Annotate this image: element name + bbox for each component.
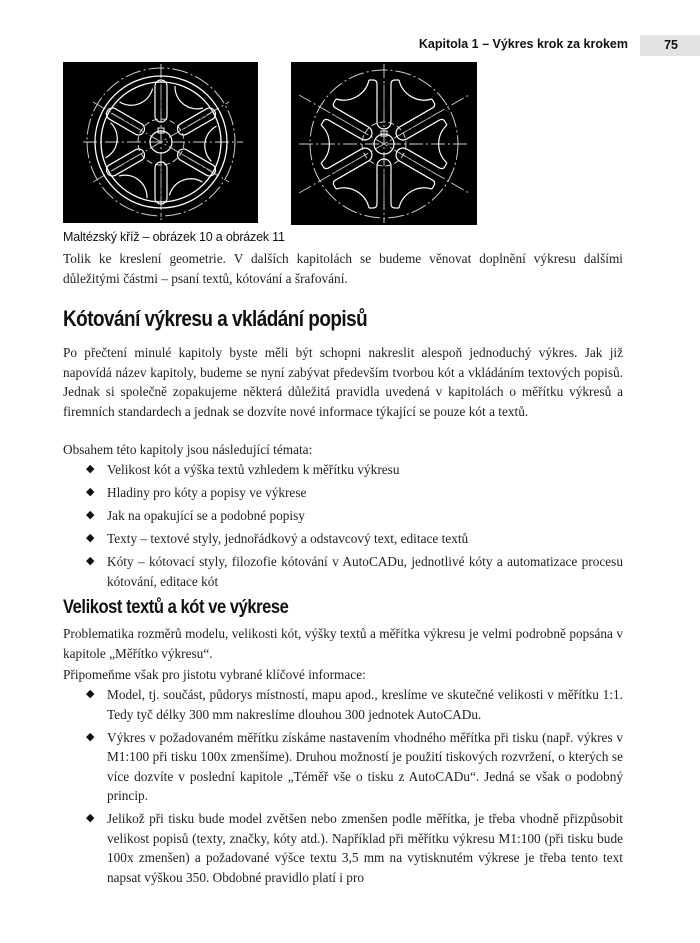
section1-paragraph: Po přečtení minulé kapitoly byste měli být schopni nakreslit alespoň jednoduchý výkres. Jak již napovídá název kapitoly, budeme se nyní zabývat především tvorbou kót a vkládáním textových popisů. Jednak si společně zopakujeme některá důležitá pravidla uvedená v kapitolách o měřítku výkresů a firemních standardech a jednak se dozvíte nové informace týkající se pouze kót a textů. — [63, 345, 623, 419]
diamond-bullet-icon: ◆ — [86, 555, 95, 567]
list-item: ◆ Kóty – kótovací styly, filozofie kótování v AutoCADu, jednotlivé kóty a automatizace procesu kótování, editace kót — [86, 554, 623, 589]
section-heading-kotovani: Kótování výkresu a vkládání popisů — [63, 306, 368, 331]
figure-maltese-cross-11 — [291, 62, 477, 225]
list-item: ◆ Texty – textové styly, jednořádkový a odstavcový text, editace textů — [86, 529, 623, 549]
section-heading-velikost: Velikost textů a kót ve výkrese — [63, 597, 289, 618]
list-item: ◆ Jelikož při tisku bude model zvětšen nebo zmenšen podle měřítka, je třeba vhodně přizpůsobit velikost popisů (texty, značky, kóty atd.). Například při měřítku výkresu M1:100 (při tisku bude 100x zmenšen) a požadované výšce textu 3,5 mm na vytisknutém výkrese je třeba tento text napsat výškou 350. Obdobné pravidlo platí i pro — [86, 811, 623, 885]
diamond-bullet-icon: ◆ — [86, 730, 95, 743]
diamond-bullet-icon: ◆ — [86, 812, 95, 824]
section1-list-intro: Obsahem této kapitoly jsou následující témata: — [63, 442, 313, 457]
section2-key-info-list — [86, 685, 623, 891]
section2-paragraph: Problematika rozměrů modelu, velikosti kót, výšky textů a měřítka výkresu je velmi podrobně popsána v kapitole „Měřítko výkresu“. — [63, 626, 623, 661]
intro-paragraph: Tolik ke kreslení geometrie. V dalších kapitolách se budeme věnovat doplnění výkresu dalšími důležitými částmi – psaní textů, kótování a šrafování. — [63, 251, 623, 286]
maltese-cross-drawing-icon — [291, 62, 477, 225]
page-number-box — [640, 35, 700, 56]
diamond-bullet-icon: ◆ — [86, 486, 95, 498]
diamond-bullet-icon: ◆ — [86, 463, 95, 475]
list-item: ◆ Velikost kót a výška textů vzhledem k měřítku výkresu — [86, 460, 623, 480]
figure-caption: Maltézský kříž – obrázek 10 a obrázek 11 — [63, 230, 285, 244]
section1-topic-list — [86, 460, 623, 595]
list-item: ◆ Výkres v požadovaném měřítku získáme nastavením vhodného měřítka při tisku (např. výkres v M1:100 při tisku 100x zmenšíme). Druhou možností je použití tiskových rozvržení, o kterých se více dozvíte v poslední kapitole „Téměř vše o tisku z AutoCADu“. Jedná se však o podobný princip. — [86, 729, 623, 803]
diamond-bullet-icon: ◆ — [86, 509, 95, 521]
list-item: ◆ Jak na opakující se a podobné popisy — [86, 506, 623, 526]
figure-maltese-cross-10 — [63, 62, 258, 223]
running-header — [0, 36, 700, 56]
maltese-cross-drawing-icon — [63, 62, 258, 223]
page-number: 75 — [664, 38, 678, 52]
diamond-bullet-icon: ◆ — [86, 532, 95, 544]
diamond-bullet-icon: ◆ — [86, 688, 95, 700]
chapter-title: Kapitola 1 – Výkres krok za krokem — [418, 37, 628, 51]
section2-list-intro: Připomeňme však pro jistotu vybrané klíčové informace: — [63, 667, 366, 682]
list-item: ◆ Hladiny pro kóty a popisy ve výkrese — [86, 483, 623, 503]
list-item: ◆ Model, tj. součást, půdorys místností, mapu apod., kreslíme ve skutečné velikosti v měřítku 1:1. Tedy tyč délky 300 mm nakreslíme dlouhou 300 jednotek AutoCADu. — [86, 687, 623, 722]
